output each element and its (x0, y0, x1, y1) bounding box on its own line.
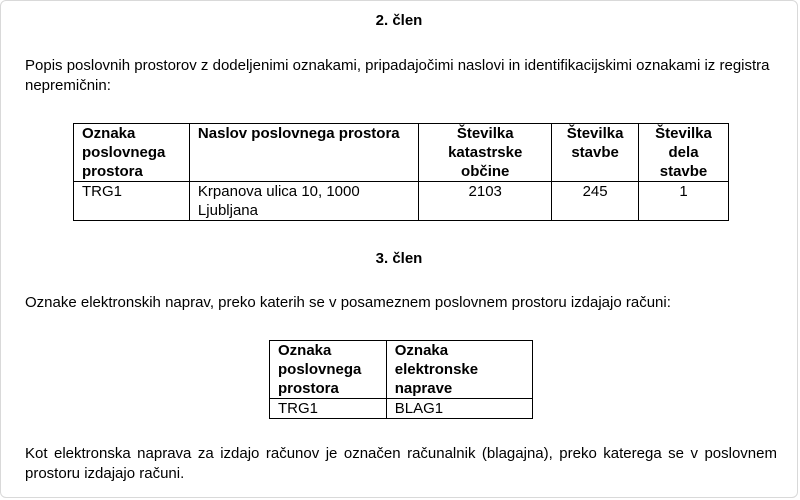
cell-premises-code: TRG1 (74, 182, 190, 221)
article-2-heading: 2. člen (375, 12, 423, 29)
table-row (74, 182, 729, 221)
article-3-intro: Oznake elektronskih naprav, preko katerih se v posameznem poslovnem prostoru izdajajo računi: (25, 294, 671, 311)
table-header-row (74, 124, 729, 182)
header-device-code: Oznaka elektronske naprave (386, 341, 532, 399)
cell-building-part-number: 1 (639, 182, 729, 221)
header-building-part-number: Številka dela stavbe (639, 124, 729, 182)
header-cadastral-number: Številka katastrske občine (419, 124, 552, 182)
header-premises-address: Naslov poslovnega prostora (189, 124, 418, 182)
header-premises-code: Oznaka poslovnega prostora (74, 124, 190, 182)
cell-cadastral-number: 2103 (419, 182, 552, 221)
cell-premises-address: Krpanova ulica 10, 1000 Ljubljana (189, 182, 418, 221)
cell-device-code: BLAG1 (386, 399, 532, 419)
header-premises-code: Oznaka poslovnega prostora (270, 341, 387, 399)
table-header-row (270, 341, 533, 399)
table-row (270, 399, 533, 419)
header-building-number: Številka stavbe (552, 124, 639, 182)
cell-premises-code: TRG1 (270, 399, 387, 419)
cell-building-number: 245 (552, 182, 639, 221)
article-3-heading: 3. člen (375, 250, 423, 267)
article-3-closing: Kot elektronska naprava za izdajo računov je označen računalnik (blagajna), preko katerega se v poslovnem prostoru izdajajo računi. (25, 445, 777, 482)
devices-table (269, 340, 533, 419)
article-2-intro: Popis poslovnih prostorov z dodeljenimi oznakami, pripadajočimi naslovi in identifikacijskimi oznakami iz registra nepremičnin: (25, 57, 770, 94)
premises-table (73, 123, 729, 221)
